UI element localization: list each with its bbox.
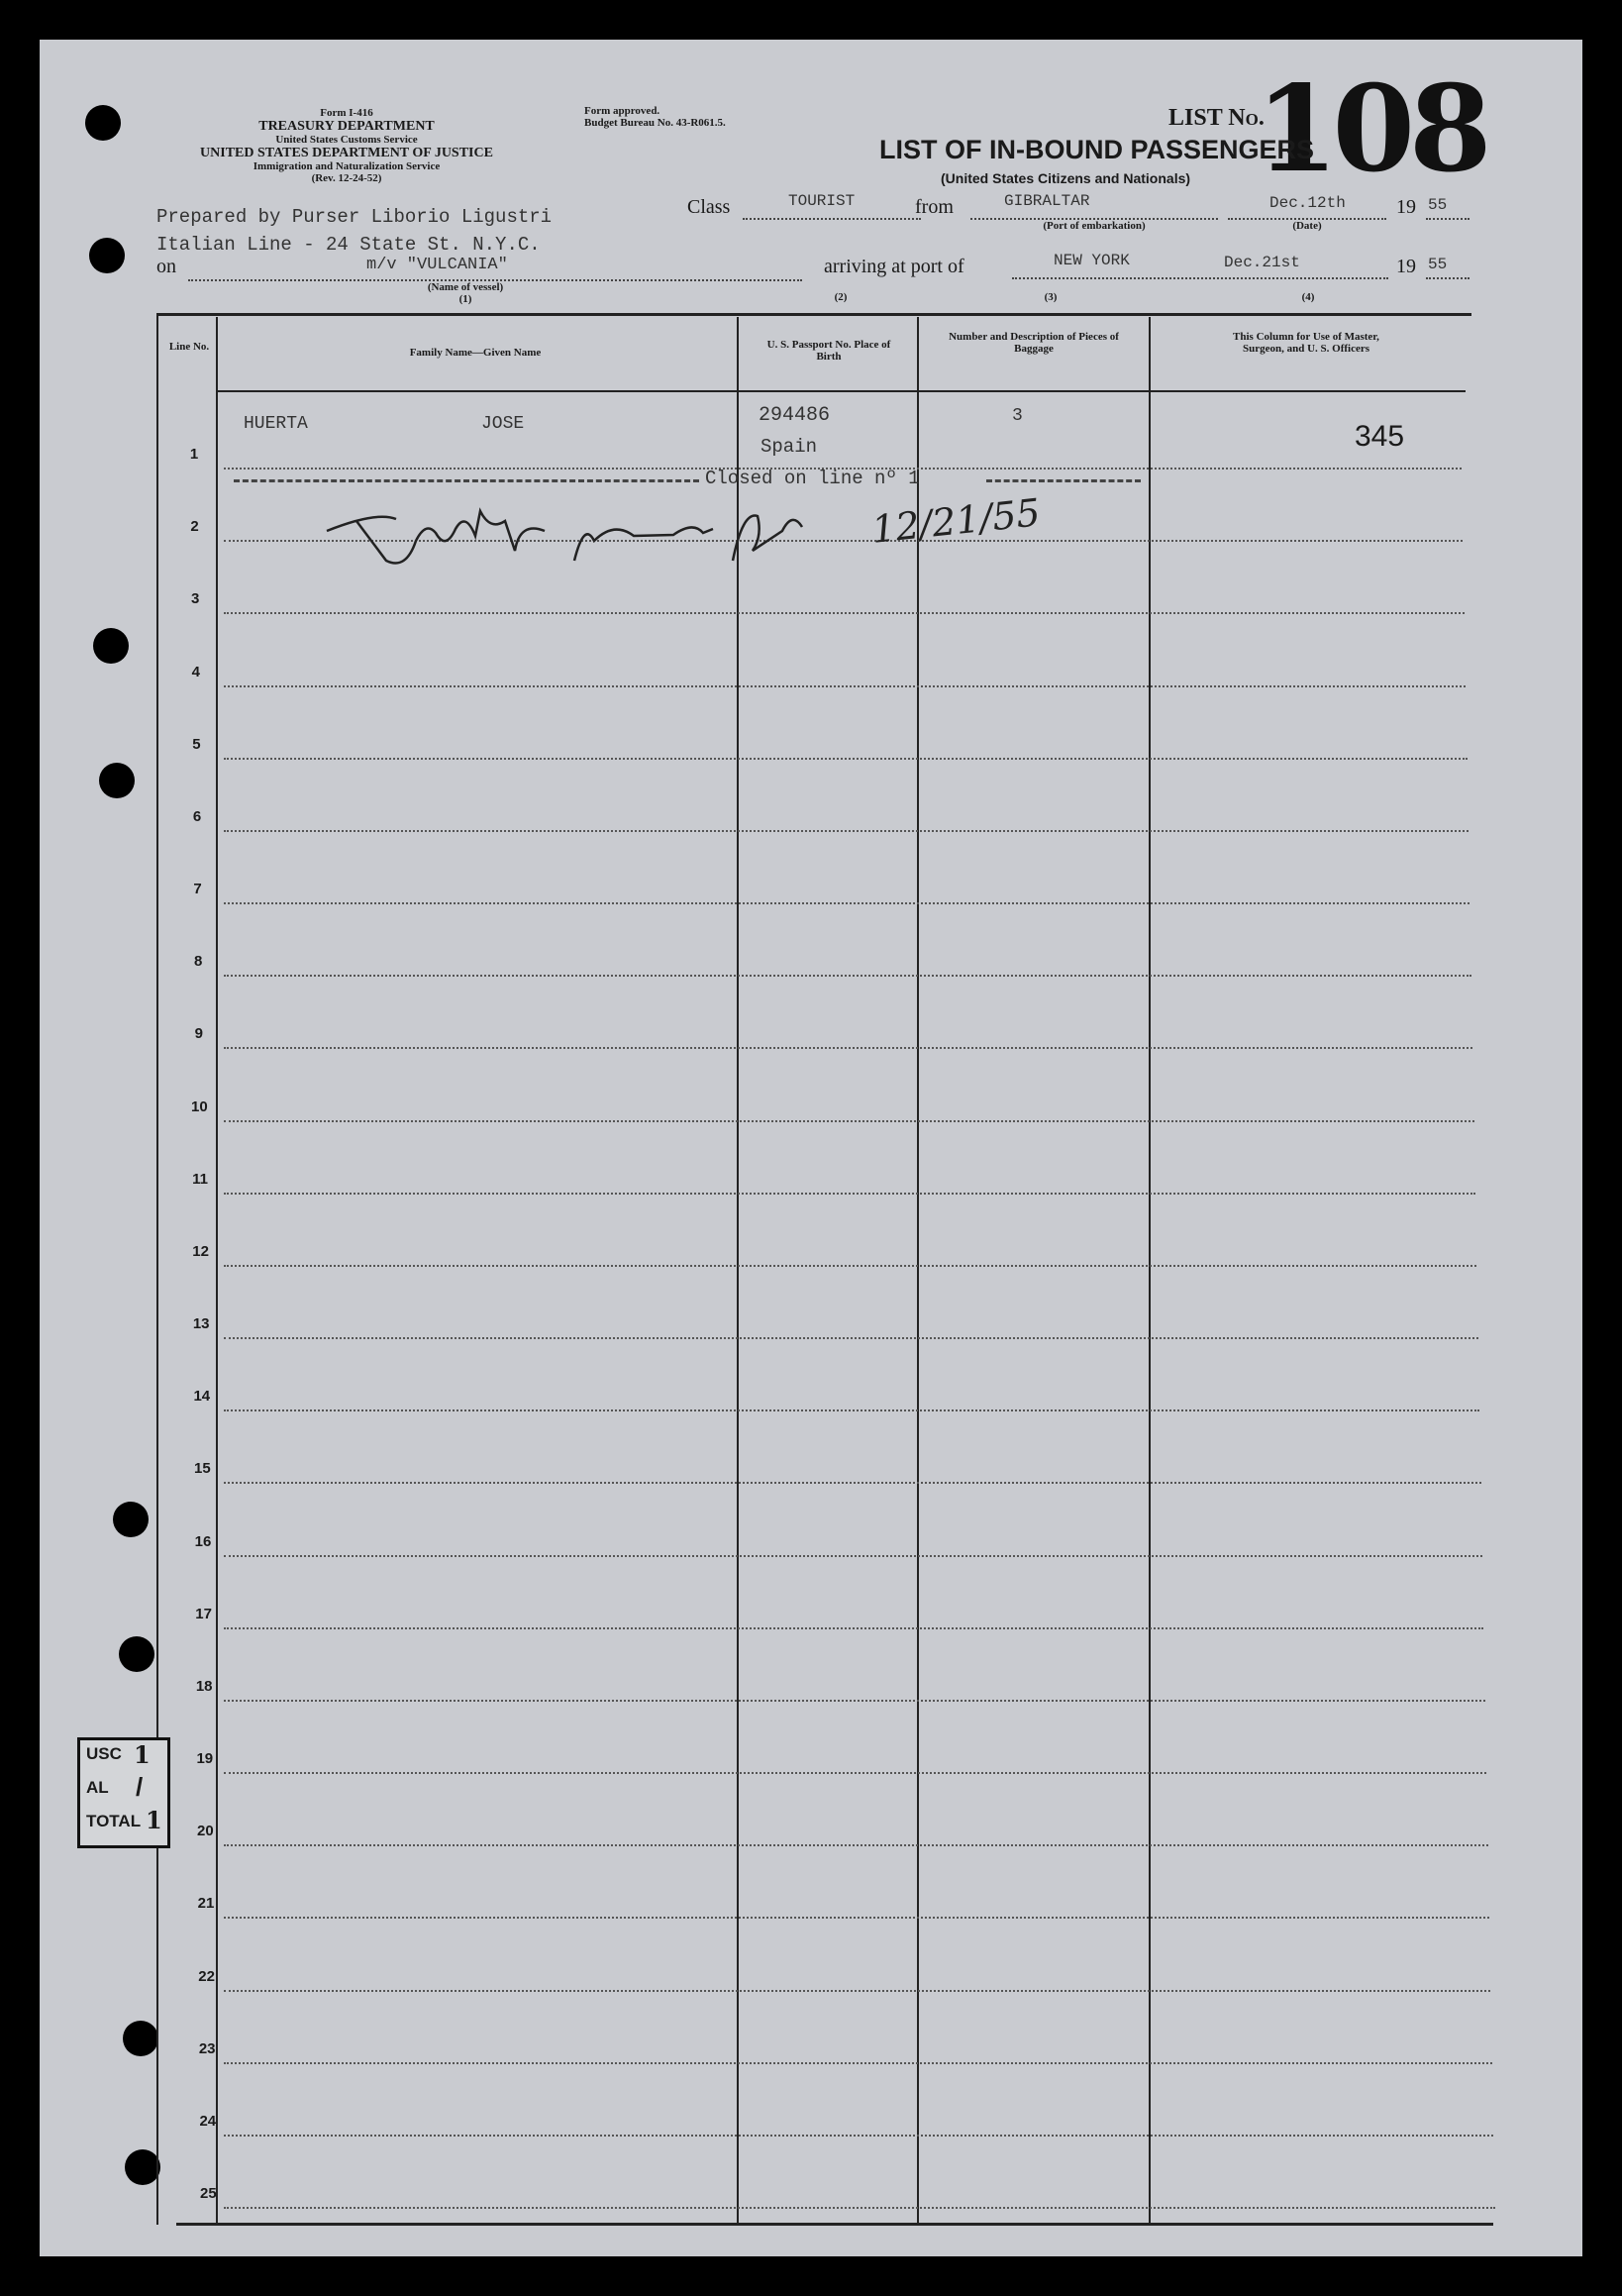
row-number: 5 — [192, 735, 201, 753]
form-approved: Form approved. — [584, 105, 660, 117]
line-address: Italian Line - 24 State St. N.Y.C. — [156, 234, 541, 256]
form-page — [40, 40, 1582, 2256]
binder-hole — [119, 1636, 154, 1672]
row-line — [224, 1193, 1475, 1195]
embark-port: GIBRALTAR — [1004, 192, 1090, 210]
caption-2: (2) — [834, 291, 848, 303]
binder-hole — [85, 105, 121, 141]
row-line — [224, 1917, 1489, 1919]
header-line-no: Line No. — [168, 341, 210, 353]
row-line — [224, 2062, 1492, 2064]
arrival-date: Dec.21st — [1224, 254, 1300, 271]
embark-date: Dec.12th — [1269, 194, 1346, 212]
table-name-col-border — [737, 317, 739, 2225]
row-number: 3 — [191, 590, 200, 608]
row-number: 2 — [190, 518, 199, 536]
table-baggage-col-border — [1149, 317, 1151, 2225]
row-line — [224, 1555, 1482, 1557]
tally-usc-value: 1 — [134, 1740, 151, 1769]
caption-3: (3) — [1044, 291, 1058, 303]
row-line — [224, 685, 1466, 687]
row-number: 1 — [189, 446, 199, 463]
row-number: 22 — [198, 1967, 215, 1985]
row-line — [224, 1482, 1481, 1484]
row-line — [224, 1772, 1486, 1774]
embark-caption: (Port of embarkation) — [1043, 220, 1146, 232]
row-number: 4 — [191, 663, 200, 680]
caption-4: (4) — [1301, 291, 1315, 303]
binder-hole — [125, 2149, 160, 2185]
binder-hole — [113, 1502, 149, 1537]
row-number: 6 — [192, 807, 202, 825]
form-title: LIST OF IN-BOUND PASSENGERS — [879, 135, 1315, 164]
header-baggage: Number and Description of Pieces of Baggage — [949, 331, 1119, 355]
table-passport-col-border — [917, 317, 919, 2225]
row-number: 13 — [192, 1315, 210, 1332]
row-number: 12 — [192, 1242, 209, 1260]
embark-year: 55 — [1428, 196, 1448, 214]
row-line — [224, 2135, 1493, 2137]
binder-hole — [99, 763, 135, 798]
form-number: Form I-416 — [320, 107, 373, 119]
prepared-by: Prepared by Purser Liborio Ligustri — [156, 206, 553, 228]
row-line — [224, 2207, 1495, 2209]
class-line — [743, 218, 921, 220]
row-line — [224, 1337, 1478, 1339]
embark-year-line — [1426, 218, 1470, 220]
list-label: LIST No. — [1168, 105, 1265, 131]
row-number: 7 — [193, 881, 202, 897]
entry-baggage: 3 — [1012, 406, 1023, 426]
closed-note: Closed on line nº 1 — [705, 468, 920, 489]
header-name: Family Name—Given Name — [409, 347, 542, 359]
row-line — [224, 1047, 1472, 1049]
row-line — [224, 1409, 1479, 1411]
row-number: 19 — [196, 1750, 214, 1767]
vessel-caption-number: (1) — [458, 293, 472, 305]
row-number: 17 — [195, 1605, 212, 1622]
row-number: 9 — [194, 1025, 203, 1043]
row-line — [224, 975, 1471, 977]
binder-hole — [93, 628, 129, 664]
row-number: 21 — [197, 1895, 215, 1913]
approval-block — [584, 105, 726, 129]
row-line — [224, 612, 1465, 614]
row-number: 25 — [200, 2185, 217, 2202]
binder-hole — [89, 238, 125, 273]
table-bottom-border — [176, 2223, 1493, 2226]
table-left-border — [156, 313, 158, 2225]
row-number: 18 — [195, 1677, 213, 1695]
row-line — [224, 1700, 1485, 1702]
on-label: on — [156, 256, 176, 277]
tally-al-value: / — [136, 1772, 144, 1802]
tally-al-label: AL — [86, 1778, 109, 1797]
vessel-caption: (Name of vessel) — [427, 281, 504, 293]
arrival-year-line — [1426, 277, 1470, 279]
row-line — [224, 830, 1469, 832]
row-number: 23 — [198, 2039, 216, 2057]
agency-block — [158, 107, 535, 184]
arrival-port: NEW YORK — [1054, 252, 1130, 269]
tally-stamp — [77, 1737, 170, 1848]
budget-bureau: Budget Bureau No. 43-R061.5. — [584, 117, 726, 129]
row-number: 8 — [194, 953, 203, 971]
form-subtitle: (United States Citizens and Nationals) — [941, 170, 1191, 186]
row-number: 11 — [192, 1170, 208, 1188]
table-line-col-border — [216, 317, 218, 2225]
signature-date: 12/21/55 — [869, 490, 1043, 552]
table-top-border — [156, 313, 1471, 316]
tally-total-value: 1 — [146, 1806, 162, 1834]
embark-year-prefix: 19 — [1396, 196, 1416, 218]
row-line — [224, 1120, 1474, 1122]
row-line — [224, 1627, 1483, 1629]
entry-family-name: HUERTA — [244, 414, 308, 434]
tally-usc-label: USC — [86, 1744, 122, 1763]
entry-given-name: JOSE — [481, 414, 525, 434]
date-caption: (Date) — [1292, 220, 1322, 232]
header-passport: U. S. Passport No. Place of Birth — [766, 339, 891, 363]
entry-officer-note: 345 — [1355, 420, 1405, 453]
row-number: 10 — [191, 1097, 208, 1115]
class-label: Class — [687, 196, 731, 218]
row-number: 24 — [199, 2112, 217, 2130]
arrival-year-prefix: 19 — [1396, 256, 1416, 277]
treasury-department: TREASURY DEPARTMENT — [258, 119, 435, 134]
row-number: 16 — [194, 1532, 212, 1550]
customs-service: United States Customs Service — [275, 134, 418, 146]
from-label: from — [915, 196, 954, 218]
tally-total-label: TOTAL — [86, 1812, 142, 1830]
list-number: 108 — [1256, 59, 1486, 199]
row-line — [224, 1990, 1490, 1992]
row-number: 20 — [197, 1823, 214, 1840]
class-value: TOURIST — [788, 192, 856, 210]
table-header-bottom — [216, 390, 1466, 392]
closed-dash-right — [986, 479, 1141, 482]
arrival-year: 55 — [1428, 256, 1448, 273]
row-line — [224, 758, 1468, 760]
row-line — [224, 902, 1470, 904]
entry-passport-no: 294486 — [759, 404, 831, 427]
entry-place-of-birth: Spain — [760, 436, 818, 458]
binder-hole — [123, 2021, 158, 2056]
row-line — [224, 1844, 1488, 1846]
arriving-label: arriving at port of — [824, 256, 964, 277]
ins-service: Immigration and Naturalization Service — [253, 160, 441, 172]
row-line — [224, 1265, 1476, 1267]
arrival-line — [1012, 277, 1388, 279]
header-officers: This Column for Use of Master, Surgeon, and U. S. Officers — [1233, 331, 1379, 355]
closed-dash-left — [234, 479, 699, 482]
row-number: 15 — [194, 1460, 211, 1478]
vessel-name: m/v "VULCANIA" — [366, 256, 508, 274]
row-number: 14 — [193, 1388, 211, 1406]
form-revision: (Rev. 12-24-52) — [311, 172, 382, 184]
justice-department: UNITED STATES DEPARTMENT OF JUSTICE — [200, 146, 493, 160]
